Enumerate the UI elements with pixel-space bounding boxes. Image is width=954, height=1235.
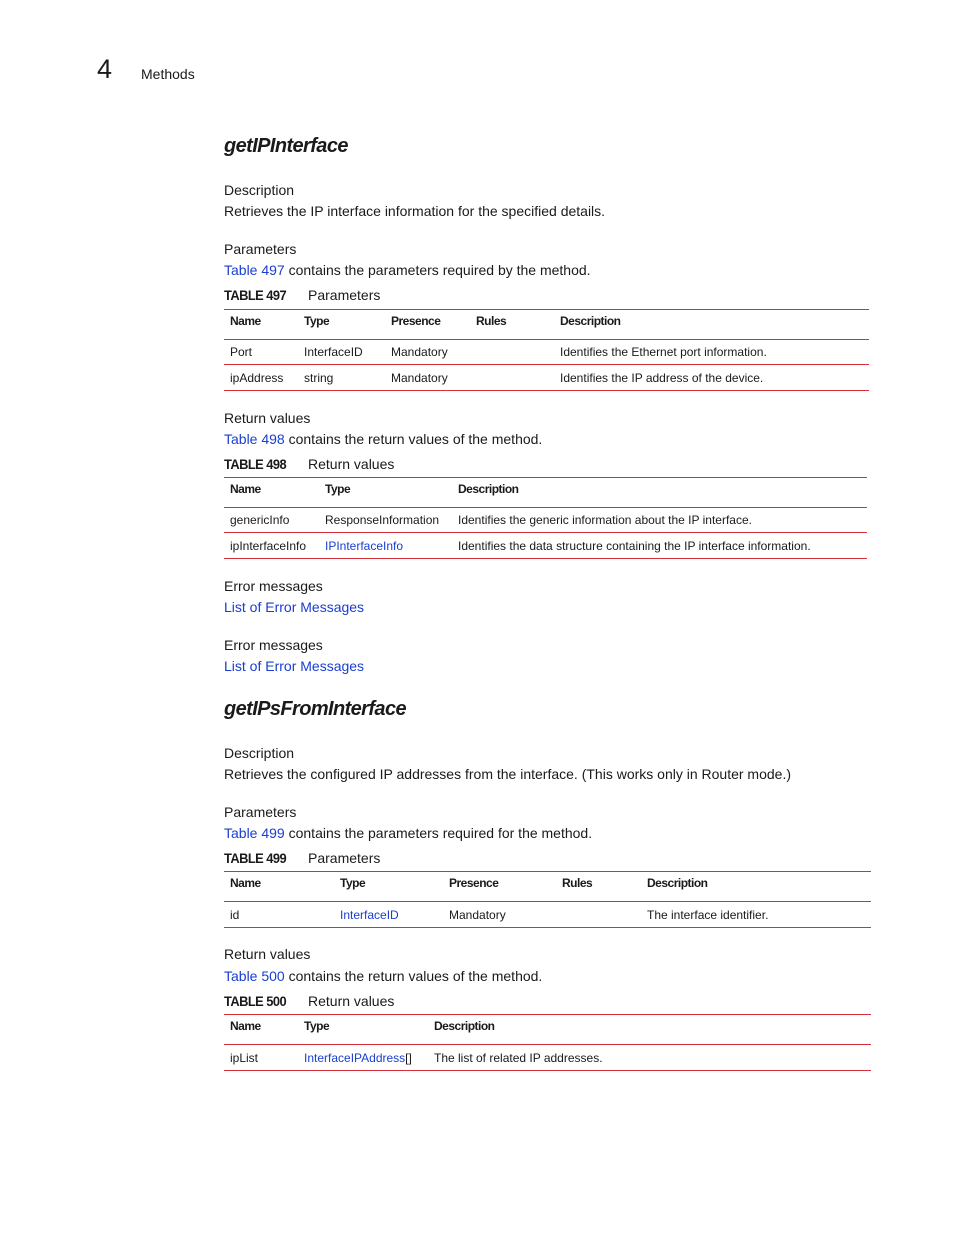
return-values-sentence bbox=[224, 968, 542, 984]
array-suffix: [] bbox=[405, 1050, 412, 1065]
chapter-title: Methods bbox=[141, 66, 195, 82]
table-cell: ipList bbox=[224, 1045, 298, 1071]
table-row bbox=[224, 533, 867, 559]
table-row bbox=[224, 1045, 871, 1071]
column-header: Description bbox=[554, 310, 869, 340]
table-row bbox=[224, 365, 869, 391]
section-title-getipsfrominterface: getIPsFromInterface bbox=[224, 698, 406, 720]
table-cell bbox=[334, 902, 443, 928]
description-heading: Description bbox=[224, 182, 295, 198]
table-cell: The interface identifier. bbox=[641, 902, 871, 928]
table-499-link[interactable]: Table 499 bbox=[224, 825, 285, 841]
table-cell: genericInfo bbox=[224, 508, 319, 533]
section-title-getipinterface: getIPInterface bbox=[224, 135, 348, 157]
column-header: Description bbox=[428, 1015, 871, 1045]
column-header: Description bbox=[641, 872, 871, 902]
table-cell: id bbox=[224, 902, 334, 928]
table-cell: Identifies the IP address of the device. bbox=[554, 365, 869, 391]
column-header: Rules bbox=[556, 872, 641, 902]
table-cell bbox=[470, 365, 554, 391]
column-header: Type bbox=[298, 310, 385, 340]
table-498-link[interactable]: Table 498 bbox=[224, 431, 285, 447]
table-cell: InterfaceID bbox=[298, 340, 385, 365]
table-cell: Identifies the Ethernet port information. bbox=[554, 340, 869, 365]
error-messages-link[interactable]: List of Error Messages bbox=[224, 599, 365, 615]
table-cell: ipInterfaceInfo bbox=[224, 533, 319, 559]
error-messages-paragraph bbox=[224, 599, 364, 615]
table-cell: Identifies the generic information about the IP interface. bbox=[452, 508, 867, 533]
table-caption bbox=[224, 993, 395, 1009]
table-label: TABLE 497 bbox=[224, 287, 287, 303]
table-label: TABLE 499 bbox=[224, 850, 287, 866]
table-cell: string bbox=[298, 365, 385, 391]
description-text: Retrieves the IP interface information for the specified details. bbox=[224, 203, 606, 219]
column-header: Description bbox=[452, 478, 867, 508]
table-caption-text: Return values bbox=[308, 456, 395, 472]
table-label: TABLE 498 bbox=[224, 456, 287, 472]
return-values-table-498 bbox=[224, 477, 867, 559]
column-header: Name bbox=[224, 1015, 298, 1045]
column-header: Presence bbox=[385, 310, 470, 340]
table-row bbox=[224, 902, 871, 928]
parameters-table-499 bbox=[224, 871, 871, 928]
column-header: Type bbox=[319, 478, 452, 508]
table-cell bbox=[556, 902, 641, 928]
chapter-number: 4 bbox=[97, 54, 113, 84]
column-header: Name bbox=[224, 872, 334, 902]
table-caption bbox=[224, 456, 395, 472]
table-caption-text: Parameters bbox=[308, 287, 381, 303]
parameters-sentence bbox=[224, 262, 591, 278]
return-values-table-500 bbox=[224, 1014, 871, 1071]
table-497-link[interactable]: Table 497 bbox=[224, 262, 285, 278]
parameters-sentence bbox=[224, 825, 592, 841]
column-header: Name bbox=[224, 478, 319, 508]
description-heading: Description bbox=[224, 745, 295, 761]
table-caption-text: Return values bbox=[308, 993, 395, 1009]
table-caption bbox=[224, 287, 381, 303]
column-header: Type bbox=[334, 872, 443, 902]
table-cell bbox=[319, 533, 452, 559]
ipinterfaceinfo-type-link[interactable]: IPInterfaceInfo bbox=[325, 538, 404, 553]
table-cell: Mandatory bbox=[385, 340, 470, 365]
return-values-sentence bbox=[224, 431, 542, 447]
error-messages-paragraph bbox=[224, 658, 364, 674]
table-500-link[interactable]: Table 500 bbox=[224, 968, 285, 984]
error-messages-heading: Error messages bbox=[224, 578, 323, 594]
column-header: Presence bbox=[443, 872, 556, 902]
table-cell bbox=[298, 1045, 428, 1071]
table-cell: Mandatory bbox=[385, 365, 470, 391]
table-cell: The list of related IP addresses. bbox=[428, 1045, 871, 1071]
interfaceid-type-link[interactable]: InterfaceID bbox=[340, 907, 399, 922]
return-values-heading: Return values bbox=[224, 410, 311, 426]
interfaceipaddress-type-link[interactable]: InterfaceIPAddress bbox=[304, 1050, 406, 1065]
parameters-sentence-text: contains the parameters required by the method. bbox=[284, 262, 591, 278]
table-row bbox=[224, 340, 869, 365]
table-cell: ipAddress bbox=[224, 365, 298, 391]
column-header: Name bbox=[224, 310, 298, 340]
column-header: Rules bbox=[470, 310, 554, 340]
error-messages-heading: Error messages bbox=[224, 637, 323, 653]
table-cell: ResponseInformation bbox=[319, 508, 452, 533]
return-values-sentence-text: contains the return values of the method. bbox=[284, 968, 543, 984]
parameters-heading: Parameters bbox=[224, 804, 297, 820]
table-label: TABLE 500 bbox=[224, 993, 287, 1009]
description-text: Retrieves the configured IP addresses from the interface. (This works only in Router mode.) bbox=[224, 766, 791, 782]
table-caption-text: Parameters bbox=[308, 850, 381, 866]
table-cell: Port bbox=[224, 340, 298, 365]
table-cell: Mandatory bbox=[443, 902, 556, 928]
error-messages-link[interactable]: List of Error Messages bbox=[224, 658, 365, 674]
return-values-sentence-text: contains the return values of the method. bbox=[284, 431, 543, 447]
table-cell bbox=[470, 340, 554, 365]
table-caption bbox=[224, 850, 381, 866]
parameters-table-497 bbox=[224, 309, 869, 391]
return-values-heading: Return values bbox=[224, 946, 311, 962]
table-row bbox=[224, 508, 867, 533]
parameters-sentence-text: contains the parameters required for the method. bbox=[284, 825, 593, 841]
parameters-heading: Parameters bbox=[224, 241, 297, 257]
column-header: Type bbox=[298, 1015, 428, 1045]
table-cell: Identifies the data structure containing the IP interface information. bbox=[452, 533, 867, 559]
